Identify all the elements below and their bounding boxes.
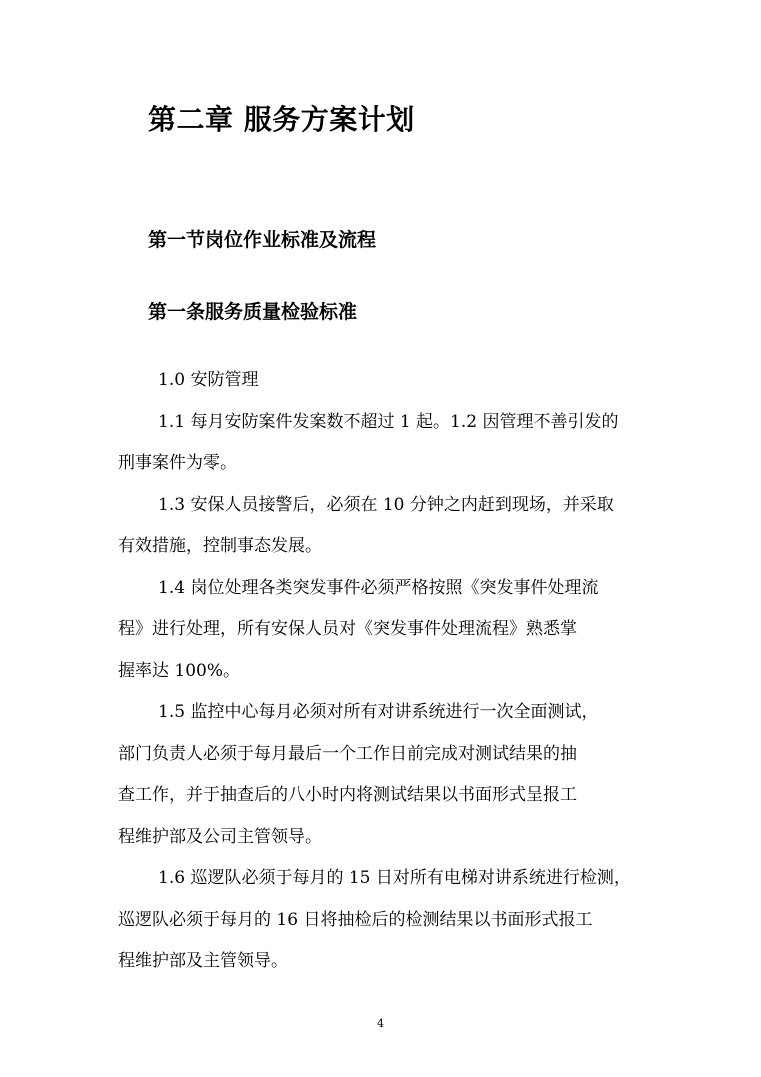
paragraph-1-6-line-2: 巡逻队必须于每月的 16 日将抽检后的检测结果以书面形式报工	[118, 909, 593, 930]
paragraph-1-6-line-1: 1.6 巡逻队必须于每月的 15 日对所有电梯对讲系统进行检测，	[158, 868, 631, 888]
paragraph-1-1-line-2: 刑事案件为零。	[118, 453, 237, 473]
section-title: 第一节岗位作业标准及流程	[148, 229, 377, 251]
paragraph-1-3-line-1: 1.3 安保人员接警后，必须在 10 分钟之内赶到现场，并采取	[158, 494, 614, 515]
paragraph-1-4-line-2: 程》进行处理，所有安保人员对《突发事件处理流程》熟悉掌	[118, 619, 577, 639]
paragraph-1-0-line-1: 1.0 安防管理	[158, 370, 259, 390]
chapter-title: 第二章 服务方案计划	[148, 103, 415, 136]
page-number: 4	[377, 1017, 384, 1030]
paragraph-1-3-line-2: 有效措施，控制事态发展。	[118, 536, 322, 556]
paragraph-1-1-line-1: 1.1 每月安防案件发案数不超过 1 起。1.2 因管理不善引发的	[158, 411, 619, 432]
paragraph-1-4-line-3: 握率达 100%。	[118, 660, 241, 681]
body-content	[118, 360, 648, 983]
paragraph-1-5-line-3: 查工作，并于抽查后的八小时内将测试结果以书面形式呈报工	[118, 785, 577, 805]
paragraph-1-5-line-1: 1.5 监控中心每月必须对所有对讲系统进行一次全面测试，	[158, 702, 599, 722]
paragraph-1-6-line-3: 程维护部及主管领导。	[118, 951, 288, 971]
paragraph-1-5-line-4: 程维护部及公司主管领导。	[118, 826, 322, 847]
paragraph-1-5-line-2: 部门负责人必须于每月最后一个工作日前完成对测试结果的抽	[118, 743, 577, 764]
article-title: 第一条服务质量检验标准	[148, 301, 358, 323]
paragraph-1-4-line-1: 1.4 岗位处理各类突发事件必须严格按照《突发事件处理流	[158, 577, 599, 598]
